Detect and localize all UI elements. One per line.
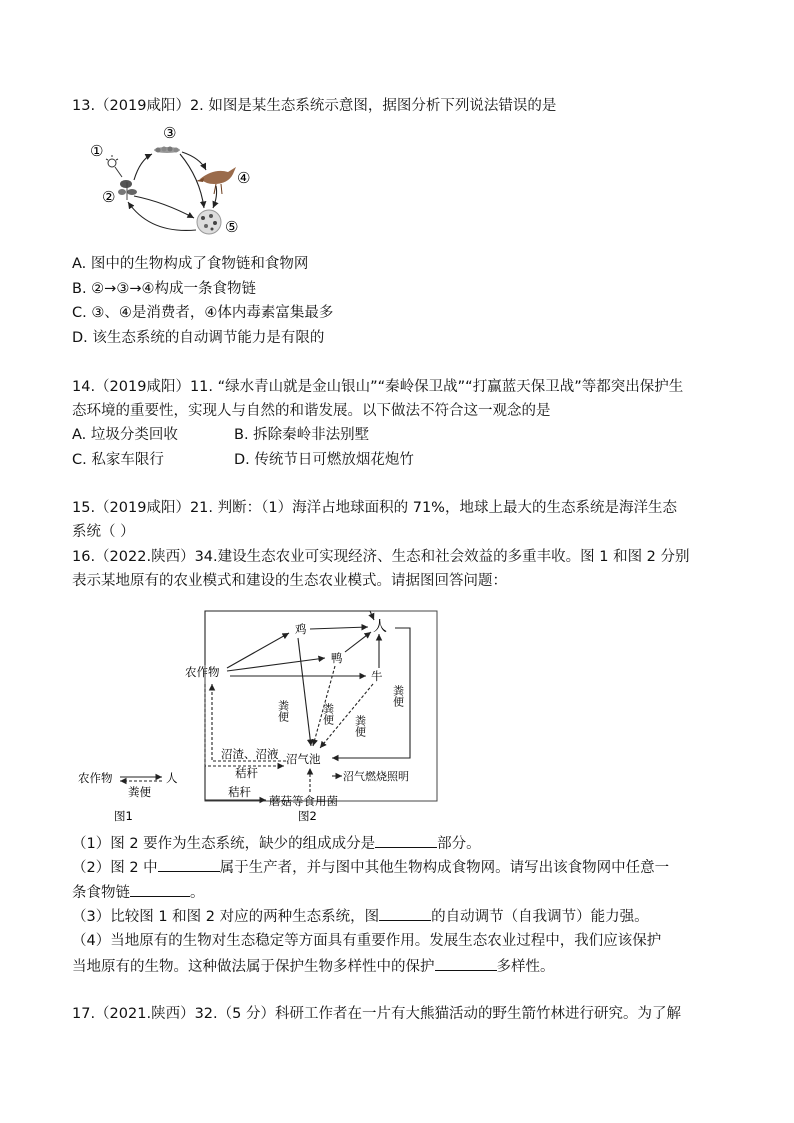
label-residue: 沼渣、沼液 — [221, 747, 279, 761]
svg-text:粪便: 粪便 — [321, 703, 335, 725]
q14-option-d[interactable]: D. 传统节日可燃放烟花炮竹 — [234, 452, 414, 468]
q16-sub3-tail: 的自动调节（自我调节）能力强。 — [431, 909, 649, 925]
figure1 — [78, 771, 178, 823]
q14-option-c[interactable]: C. 私家车限行 — [72, 452, 164, 468]
node-biogas-pool: 沼气池 — [286, 752, 321, 766]
q16-sub1-tail: 部分。 — [437, 836, 481, 852]
figure-label-4: ④ — [237, 169, 251, 187]
q14-stem-line2: 态环境的重要性，实现人与自然的和谐发展。以下做法不符合这一观念的是 — [72, 403, 551, 419]
caterpillar-icon — [154, 147, 180, 154]
q16-sub4-line2 — [72, 956, 555, 977]
fig2-caption: 图2 — [298, 809, 317, 823]
label-manure-chicken — [277, 699, 290, 722]
q16-sub3 — [72, 906, 649, 927]
q16-sub4-blank[interactable] — [435, 956, 497, 971]
label-manure-duck — [322, 702, 335, 725]
label-straw-2: 秸秆 — [228, 785, 251, 799]
q16-sub1 — [72, 833, 481, 854]
svg-text:粪便: 粪便 — [391, 685, 405, 707]
fig1-person: 人 — [166, 771, 178, 785]
q13-option-a[interactable]: A. 图中的生物构成了食物链和食物网 — [72, 256, 309, 272]
q13-ecosystem-figure — [82, 122, 272, 244]
q16-sub4-line1: （4）当地原有的生物对生态稳定等方面具有重要作用。发展生态农业过程中，我们应该保护 — [72, 933, 662, 949]
q13-option-d[interactable]: D. 该生态系统的自动调节能力是有限的 — [72, 330, 325, 346]
q16-sub2-blank-producer[interactable] — [158, 857, 220, 872]
q16-sub1-text: （1）图 2 要作为生态系统，缺少的组成成分是 — [72, 836, 376, 852]
label-manure-cow — [354, 714, 367, 737]
sun-icon — [106, 155, 122, 177]
q16-sub2-line2-tail: 。 — [190, 885, 205, 901]
q16-sub2-blank-food-chain[interactable] — [130, 882, 190, 897]
label-straw-1: 秸秆 — [235, 766, 258, 780]
q16-stem-line2: 表示某地原有的农业模式和建设的生态农业模式。请据图回答问题： — [72, 573, 507, 589]
fig1-caption: 图1 — [114, 809, 133, 823]
q16-sub3-text: （3）比较图 1 和图 2 对应的两种生态系统，图 — [72, 909, 380, 925]
q16-sub2-text: （2）图 2 中 — [72, 860, 158, 876]
node-crop: 农作物 — [185, 665, 220, 679]
q15-line2[interactable]: 系统（ ） — [72, 524, 135, 540]
svg-text:粪便: 粪便 — [276, 700, 290, 722]
node-lighting: 沼气燃烧照明 — [343, 770, 409, 783]
node-chicken: 鸡 — [295, 622, 307, 636]
q13-option-c[interactable]: C. ③、④是消费者，④体内毒素富集最多 — [72, 305, 334, 321]
fig1-crop: 农作物 — [78, 771, 113, 785]
q16-sub3-blank[interactable] — [379, 906, 431, 921]
node-mushroom: 蘑菇等食用菌 — [269, 794, 338, 808]
q16-sub2-line2-text: 条食物链 — [72, 885, 130, 901]
q16-sub2-line2 — [72, 882, 205, 903]
q16-sub2 — [72, 857, 669, 878]
decomposer-icon — [197, 210, 221, 234]
q16-stem-line1: 16.（2022.陕西）34.建设生态农业可实现经济、生态和社会效益的多重丰收。图 1 和图 2 分别 — [72, 549, 690, 565]
plant-icon — [118, 180, 137, 200]
node-cow: 牛 — [371, 669, 383, 683]
q16-sub4-line2-text: 当地原有的生物。这种做法属于保护生物多样性中的保护 — [72, 959, 435, 975]
q17-line1: 17.（2021.陕西）32.（5 分）科研工作者在一片有大熊猫活动的野生箭竹林进行研究。为了解 — [72, 1006, 681, 1022]
q14-option-b[interactable]: B. 拆除秦岭非法别墅 — [234, 427, 370, 443]
figure-label-1: ① — [90, 142, 104, 160]
node-duck: 鸭 — [331, 651, 343, 665]
label-manure-person — [392, 684, 405, 707]
q16-sub1-blank[interactable] — [375, 833, 437, 848]
svg-text:粪便: 粪便 — [353, 715, 367, 737]
figure-label-3: ③ — [163, 124, 177, 142]
q13-option-b[interactable]: B. ②→③→④构成一条食物链 — [72, 281, 256, 297]
q16-sub4-line2-tail: 多样性。 — [496, 959, 555, 975]
q16-sub2-mid: 属于生产者，并与图中其他生物构成食物网。请写出该食物网中任意一 — [219, 860, 670, 876]
q14-stem-line1: 14.（2019咸阳）11. “绿水青山就是金山银山”“秦岭保卫战”“打赢蓝天保卫战”等都突出保护生 — [72, 379, 684, 395]
q14-option-a[interactable]: A. 垃圾分类回收 — [72, 427, 178, 443]
node-person: 人 — [373, 619, 387, 635]
q16-agriculture-figure — [70, 600, 450, 826]
fig1-manure: 粪便 — [128, 785, 151, 799]
figure-label-5: ⑤ — [225, 218, 239, 236]
q15-line1: 15.（2019咸阳）21. 判断：（1）海洋占地球面积的 71%，地球上最大的生态系统是海洋生态 — [72, 500, 677, 516]
figure-label-2: ② — [102, 188, 116, 206]
q13-stem: 13.（2019咸阳）2. 如图是某生态系统示意图，据图分析下列说法错误的是 — [72, 98, 557, 114]
